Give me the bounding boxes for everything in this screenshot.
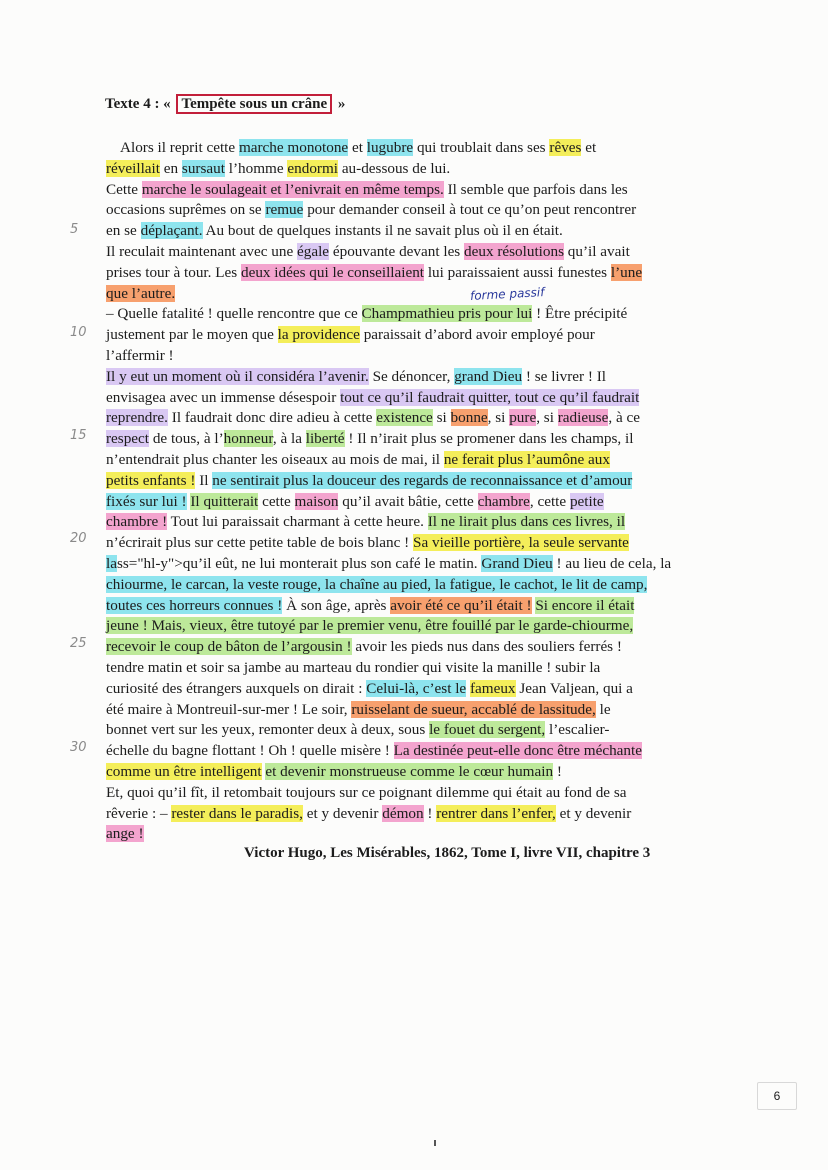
title-prefix: Texte 4 : «: [105, 96, 171, 112]
text-line: que l’autre.: [106, 284, 176, 302]
title-boxed: Tempête sous un crâne: [176, 94, 332, 114]
text-line: petits enfants ! Il ne sentirait plus la douceur des regards de reconnaissance et d’amour: [106, 471, 633, 489]
text-line: fixés sur lui ! Il quitterait cette maison qu’il avait bâtie, cette chambre, cette petite: [106, 492, 604, 510]
text-line: ange !: [106, 825, 144, 843]
text-line: chiourme, le carcan, la veste rouge, la chaîne au pied, la fatigue, le cachot, le lit de camp,: [106, 575, 648, 593]
text-line: Et, quoi qu’il fît, il retombait toujours sur ce poignant dilemme qui était au fond de sa: [106, 783, 627, 801]
text-line: Il y eut un moment où il considéra l’avenir. Se dénoncer, grand Dieu ! se livrer ! Il: [106, 367, 607, 385]
text-line: n’entendrait plus chanter les oiseaux au mois de mai, il ne ferait plus l’aumône aux: [106, 450, 610, 468]
title-suffix: »: [337, 96, 346, 112]
text-line: bonnet vert sur les yeux, remonter deux à deux, sous le fouet du sergent, l’escalier-: [106, 721, 610, 739]
text-line: rêverie : – rester dans le paradis, et y devenir démon ! rentrer dans l’enfer, et y devenir: [106, 804, 632, 822]
line-number: 10: [70, 325, 87, 340]
text-line: Alors il reprit cette marche monotone et lugubre qui troublait dans ses rêves et: [120, 139, 597, 156]
line-number: 30: [70, 740, 87, 755]
text-line: en se déplaçant. Au bout de quelques instants il ne savait plus où il en était.: [106, 222, 563, 240]
text-line: tendre matin et soir sa jambe au marteau du rondier qui visite la manille ! subir la: [106, 658, 601, 676]
line-number: 25: [70, 636, 87, 651]
text-line: curiosité des étrangers auxquels on dirait : Celui-là, c’est le fameux Jean Valjean, qui a: [106, 679, 633, 697]
text-line: toutes ces horreurs connues ! À son âge, après avoir été ce qu’il était ! Si encore il était: [106, 596, 635, 614]
line-number: 5: [70, 222, 79, 237]
text-line: été maire à Montreuil-sur-mer ! Le soir, ruisselant de sueur, accablé de lassitude, le: [106, 700, 611, 718]
text-line: Il reculait maintenant avec une égale épouvante devant les deux résolutions qu’il avait: [106, 242, 630, 260]
text-line: justement par le moyen que la providence paraissait d’abord avoir employé pour: [106, 326, 595, 344]
handwritten-annotation: forme passif: [469, 285, 545, 303]
text-line: recevoir le coup de bâton de l’argousin ! avoir les pieds nus dans des souliers ferrés !: [106, 638, 622, 656]
text-line: – Quelle fatalité ! quelle rencontre que ce Champmathieu pris pour lui ! Être précipité: [106, 305, 628, 323]
body-text: [106, 138, 756, 845]
document-title: [105, 96, 345, 113]
text-line: jeune ! Mais, vieux, être tutoyé par le premier venu, être fouillé par le garde-chiourme,: [106, 617, 634, 635]
text-line: réveillait en sursaut l’homme endormi au-dessous de lui.: [106, 159, 451, 177]
text-line: comme un être intelligent et devenir monstrueuse comme le cœur humain !: [106, 762, 562, 780]
text-line: occasions suprêmes on se remue pour demander conseil à tout ce qu’on peut rencontrer: [106, 201, 637, 219]
text-line: prises tour à tour. Les deux idées qui le conseillaient lui paraissaient aussi funestes l’une: [106, 263, 643, 281]
text-line: échelle du bagne flottant ! Oh ! quelle misère ! La destinée peut-elle donc être méchante: [106, 742, 642, 760]
text-line: reprendre. Il faudrait donc dire adieu à cette existence si bonne, si pure, si radieuse, à ce: [106, 409, 640, 427]
scan-mark: [434, 1140, 436, 1146]
line-number: 15: [70, 428, 87, 443]
source-citation: Victor Hugo, Les Misérables, 1862, Tome I, livre VII, chapitre 3: [244, 845, 651, 861]
page-number: 6: [757, 1082, 797, 1110]
line-number: 20: [70, 531, 87, 546]
text-line: lass="hl-y">qu’il eût, ne lui monterait plus son café le matin. Grand Dieu ! au lieu de cela, la: [106, 554, 672, 572]
text-line: l’affermir !: [106, 346, 174, 364]
text-line: Cette marche le soulageait et l’enivrait en même temps. Il semble que parfois dans les: [106, 180, 628, 198]
text-line: chambre ! Tout lui paraissait charmant à cette heure. Il ne lirait plus dans ces livres, il: [106, 513, 626, 531]
text-line: n’écrirait plus sur cette petite table de bois blanc ! Sa vieille portière, la seule servante: [106, 534, 629, 552]
text-line: envisagea avec un immense désespoir tout ce qu’il faudrait quitter, tout ce qu’il faudrait: [106, 388, 640, 406]
text-line: respect de tous, à l’honneur, à la liberté ! Il n’irait plus se promener dans les champs, il: [106, 430, 634, 448]
